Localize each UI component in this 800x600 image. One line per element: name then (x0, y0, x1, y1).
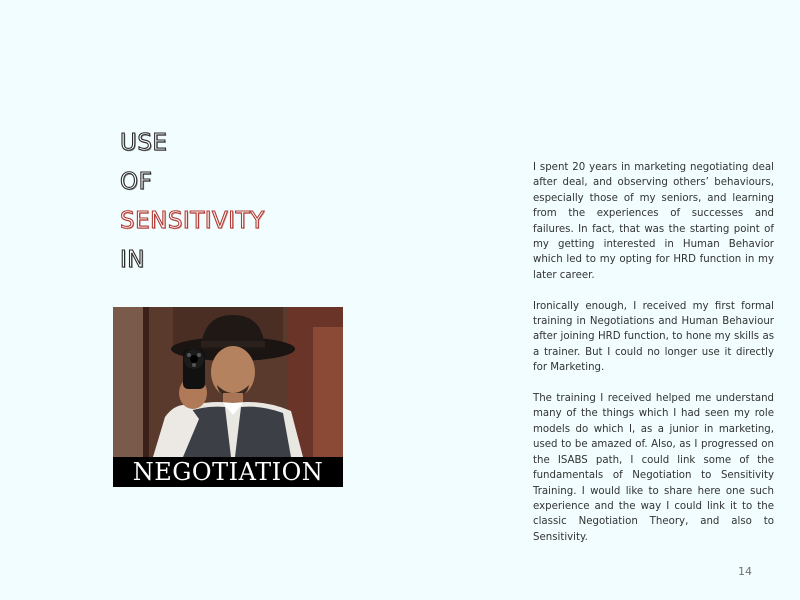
cowboy-with-gun-illustration (113, 307, 343, 457)
paragraph-1: I spent 20 years in marketing negotiating deal after deal, and observing others’ behaviours, especially those of my seniors, and learning from the experiences of successes and failures. In fact, that was the starting point of my getting interested in Human Behavior which led to my opting for HRD function in my later career. (533, 162, 774, 281)
paragraph-2: Ironically enough, I received my first formal training in Negotiations and Human Behaviour after joining HRD function, to hone my skills as a trainer. But I could no longer use it directly for Marketing. (533, 300, 774, 374)
slide-title (120, 124, 265, 280)
page-number: 14 (738, 565, 752, 578)
photo-caption: NEGOTIATION (132, 458, 324, 486)
paragraph-3: The training I received helped me understand many of the things which I had seen my role models do which I, as a junior in marketing, used to be amazed of. Also, as I progressed on the ISABS path, I could link some of the fundamentals of Negotiation to Sensitivity Training. I would like to share here one such experience and the way I could link it to the classic Negotiation Theory, and also to Sensitivity. (533, 393, 774, 543)
title-line-sensitivity: SENSITIVITY (120, 208, 265, 234)
title-line-use: USE (120, 130, 168, 156)
title-line-in: IN (120, 247, 145, 273)
title-line-of: OF (120, 169, 153, 195)
negotiation-photo (113, 307, 343, 487)
body-text-column (533, 160, 774, 561)
